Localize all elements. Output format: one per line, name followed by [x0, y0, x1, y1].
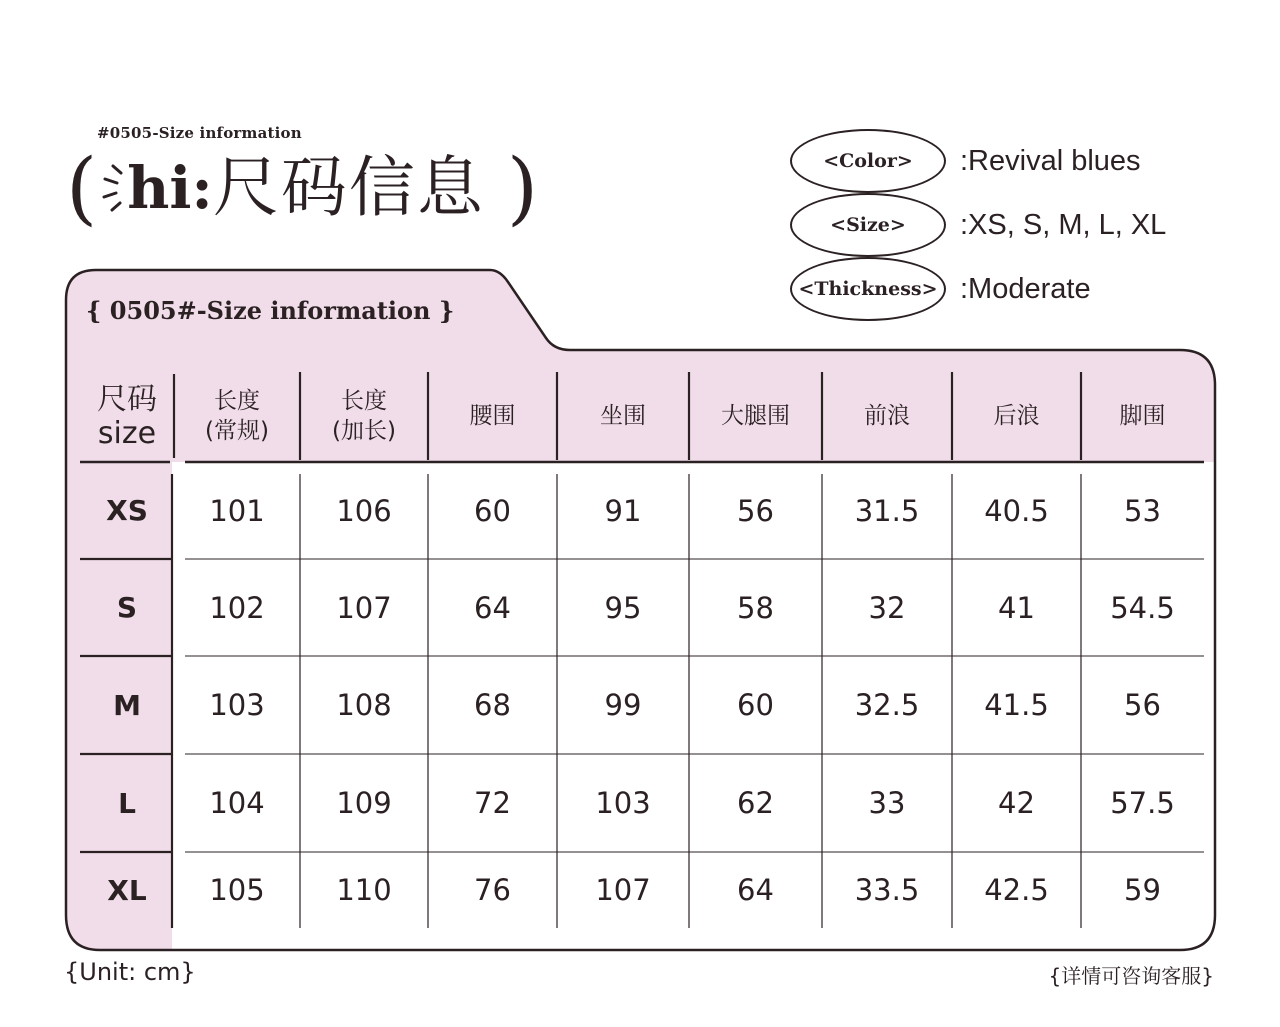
table-cell: 106	[336, 493, 392, 528]
table-cell: 57.5	[1110, 786, 1175, 820]
column-header-line1: 坐围	[600, 403, 646, 430]
table-cell: 41	[998, 590, 1035, 625]
column-header-text	[994, 402, 1040, 432]
size-label-cell: M	[113, 688, 141, 722]
column-header	[174, 372, 300, 462]
table-cell: 104	[209, 786, 265, 820]
size-column-header	[80, 372, 174, 462]
column-header-line1: 长度	[213, 388, 260, 415]
column-header	[1081, 372, 1204, 462]
title-paren-right: )	[506, 141, 539, 234]
column-header-line2: (加长)	[332, 418, 396, 444]
spec-size-value: :XS, S, M, L, XL	[960, 208, 1167, 241]
column-header	[952, 372, 1081, 462]
spec-color-badge: <Color>	[790, 129, 946, 193]
table-cell: 103	[595, 786, 651, 820]
column-header-text	[721, 402, 790, 432]
table-cell: 64	[737, 873, 774, 907]
column-header-line1: 长度	[340, 388, 387, 415]
table-cell: 109	[336, 786, 392, 820]
table-cell: 76	[474, 873, 511, 907]
table-cell: 60	[474, 493, 511, 528]
table-cell: 56	[1124, 688, 1161, 722]
column-header-text	[205, 387, 269, 447]
size-label-cell: L	[118, 786, 136, 820]
column-header-line1: 前浪	[864, 403, 910, 430]
spec-size-badge: <Size>	[790, 193, 946, 257]
column-header-text	[1120, 402, 1166, 432]
spec-color-value: :Revival blues	[960, 144, 1141, 177]
table-cell: 64	[474, 590, 511, 625]
table-cell: 107	[595, 873, 651, 907]
table-cell: 62	[737, 786, 774, 820]
table-cell: 108	[336, 688, 392, 722]
title-paren-left: (	[66, 141, 98, 234]
column-header	[689, 372, 822, 462]
table-cell: 54.5	[1110, 590, 1175, 625]
column-header-line1: 后浪	[993, 403, 1040, 430]
size-header-cn: 尺码	[97, 381, 157, 417]
table-cell: 59	[1124, 873, 1161, 907]
table-cell: 33	[868, 786, 906, 820]
unit-note: {Unit: cm}	[64, 958, 196, 986]
table-cell: 32	[868, 590, 906, 625]
table-cell: 72	[474, 786, 511, 820]
table-cell: 40.5	[984, 493, 1049, 528]
column-header	[428, 372, 557, 462]
size-header-en: size	[97, 416, 157, 451]
column-header-text	[332, 387, 396, 447]
table-cell: 99	[604, 688, 642, 722]
table-cell: 95	[604, 590, 642, 625]
table-cell: 103	[209, 688, 265, 722]
table-cell: 105	[209, 873, 265, 907]
spec-thickness-badge: <Thickness>	[790, 257, 946, 321]
size-table	[80, 372, 1204, 930]
page-subtitle: #0505-Size information	[97, 124, 302, 142]
brand-logo: hi:	[127, 154, 213, 222]
column-header	[822, 372, 952, 462]
column-header-line1: 大腿围	[721, 403, 790, 430]
column-header-line1: 腰围	[469, 403, 516, 430]
column-header-line1: 脚围	[1119, 403, 1166, 430]
column-header-line2: (常规)	[205, 418, 269, 444]
table-cell: 91	[604, 493, 642, 528]
column-header-text	[600, 402, 646, 432]
table-cell: 60	[737, 688, 774, 722]
title-chinese: 尺码信息	[212, 149, 485, 226]
table-cell: 42.5	[984, 873, 1049, 907]
size-label-cell: XS	[106, 494, 148, 527]
table-cell: 56	[737, 493, 774, 528]
table-cell: 53	[1124, 493, 1161, 528]
table-cell: 110	[336, 873, 392, 907]
size-label-cell: XL	[107, 873, 147, 907]
size-label-cell: S	[116, 591, 138, 624]
table-cell: 101	[209, 493, 265, 528]
table-cell: 102	[209, 590, 265, 625]
size-column-header-text	[97, 383, 157, 452]
table-cell: 42	[998, 786, 1035, 820]
column-header-text	[470, 402, 516, 432]
table-cell: 32.5	[854, 688, 920, 722]
table-cell: 107	[336, 590, 392, 625]
table-cell: 41.5	[984, 688, 1049, 722]
table-cell: 33.5	[854, 873, 920, 907]
table-cell: 68	[474, 688, 511, 722]
card-title: { 0505#-Size information }	[86, 296, 455, 325]
table-cell: 31.5	[854, 493, 920, 528]
spec-thickness-value: :Moderate	[960, 272, 1091, 305]
column-header-text	[864, 402, 910, 432]
column-header	[300, 372, 428, 462]
table-cell: 58	[737, 590, 774, 625]
service-note: {详情可咨询客服}	[1048, 964, 1214, 988]
column-header	[557, 372, 689, 462]
